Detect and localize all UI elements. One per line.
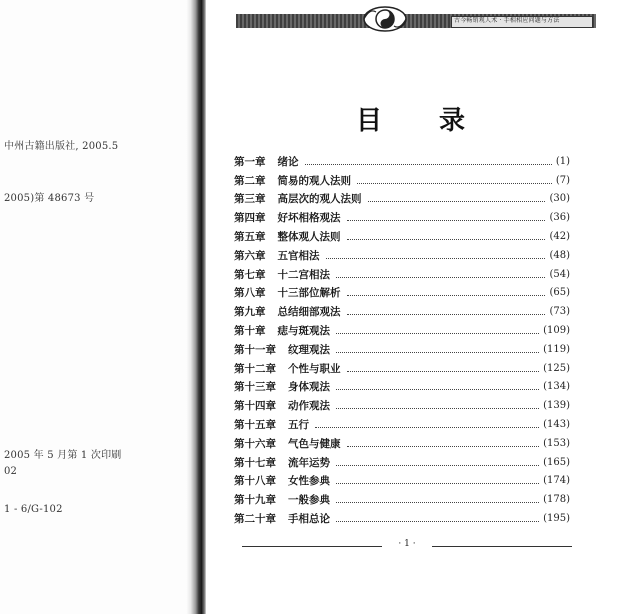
toc-chapter-number: 第五章	[234, 231, 266, 244]
toc-chapter-number: 第十八章	[234, 475, 276, 488]
toc-page	[206, 0, 617, 614]
toc-page-number: (48)	[549, 249, 570, 261]
toc-chapter-title: 十三部位解析	[277, 287, 341, 300]
toc-entry[interactable]	[234, 509, 570, 528]
toc-chapter-number: 第十九章	[234, 494, 276, 507]
print-date-line: 2005 年 5 月第 1 次印刷	[4, 450, 122, 461]
toc-entry[interactable]	[234, 171, 570, 190]
toc-page-number: (109)	[543, 325, 570, 337]
toc-leader-dots	[305, 164, 552, 165]
toc-chapter-number: 第十一章	[234, 343, 276, 356]
toc-entry[interactable]	[234, 246, 570, 265]
toc-entry[interactable]	[234, 265, 570, 284]
toc-page-number: (174)	[543, 475, 570, 487]
toc-leader-dots	[347, 314, 546, 315]
toc-entry[interactable]	[234, 190, 570, 209]
toc-leader-dots	[336, 352, 539, 353]
toc-chapter-number: 第九章	[234, 306, 266, 319]
toc-chapter-number: 第十二章	[234, 362, 276, 375]
page-footer	[242, 541, 572, 553]
toc-page-number: (178)	[543, 494, 570, 506]
footer-rule-right	[432, 546, 572, 547]
toc-chapter-number: 第十五章	[234, 419, 276, 432]
toc-chapter-title: 高层次的观人法则	[277, 193, 362, 206]
toc-chapter-title: 十二宫相法	[277, 268, 330, 281]
toc-page-number: (165)	[543, 456, 570, 468]
toc-page-number: (153)	[543, 437, 570, 449]
ornament-emblem-icon	[362, 4, 408, 34]
toc-leader-dots	[336, 502, 539, 503]
toc-chapter-title: 手相总论	[288, 513, 330, 526]
toc-leader-dots	[368, 201, 546, 202]
footer-rule-left	[242, 546, 382, 547]
toc-entry[interactable]	[234, 227, 570, 246]
toc-leader-dots	[336, 277, 545, 278]
toc-entry[interactable]	[234, 321, 570, 340]
toc-leader-dots	[347, 446, 540, 447]
toc-leader-dots	[336, 465, 539, 466]
toc-chapter-title: 整体观人法则	[277, 231, 341, 244]
toc-chapter-number: 第六章	[234, 249, 266, 262]
toc-page-number: (54)	[549, 268, 570, 280]
toc-chapter-title: 好坏相格观法	[277, 212, 341, 225]
header-text: 古今畅销观人术 · 手相相应问题与方法	[454, 17, 560, 24]
toc-leader-dots	[336, 408, 539, 409]
toc-chapter-title: 流年运势	[288, 456, 330, 469]
toc-chapter-title: 纹理观法	[288, 343, 330, 356]
toc-chapter-number: 第十七章	[234, 456, 276, 469]
toc-chapter-title: 五官相法	[277, 249, 320, 262]
toc-chapter-title: 总结细部观法	[277, 306, 341, 319]
toc-leader-dots	[336, 521, 539, 522]
toc-chapter-number: 第四章	[234, 212, 266, 225]
toc-page-number: (134)	[543, 381, 570, 393]
toc-entry[interactable]	[234, 434, 570, 453]
toc-chapter-number: 第十六章	[234, 437, 276, 450]
book-gutter	[186, 0, 202, 614]
toc-leader-dots	[347, 239, 546, 240]
left-page-fragment	[0, 0, 186, 614]
toc-page-number: (65)	[549, 287, 570, 299]
toc-page-number: (139)	[543, 400, 570, 412]
toc-leader-dots	[336, 483, 539, 484]
toc-leader-dots	[336, 333, 539, 334]
toc-chapter-title: 身体观法	[288, 381, 330, 394]
toc-entry[interactable]	[234, 302, 570, 321]
toc-entry[interactable]	[234, 490, 570, 509]
toc-chapter-number: 第八章	[234, 287, 266, 300]
toc-entry[interactable]	[234, 378, 570, 397]
toc-entry[interactable]	[234, 284, 570, 303]
toc-leader-dots	[336, 389, 539, 390]
toc-leader-dots	[347, 295, 546, 296]
toc-chapter-title: 五行	[288, 419, 309, 432]
toc-entry[interactable]	[234, 208, 570, 227]
toc-page-number: (36)	[549, 212, 570, 224]
toc-chapter-number: 第十四章	[234, 400, 276, 413]
toc-chapter-number: 第三章	[234, 193, 266, 206]
toc-chapter-title: 一般参典	[288, 494, 330, 507]
toc-page-number: (143)	[543, 419, 570, 431]
toc-page-number: (42)	[549, 231, 570, 243]
toc-page-number: (1)	[555, 155, 570, 167]
toc-chapter-number: 第七章	[234, 268, 266, 281]
toc-page-number: (73)	[549, 306, 570, 318]
toc-entry[interactable]	[234, 152, 570, 171]
toc-chapter-title: 绪论	[277, 155, 299, 168]
toc-chapter-number: 第二章	[234, 174, 266, 187]
toc-chapter-number: 第二十章	[234, 513, 276, 526]
isbn-line: 1 - 6/G-102	[4, 504, 63, 515]
toc-title: 目 录	[356, 106, 490, 136]
toc-chapter-title: 动作观法	[288, 400, 330, 413]
toc-page-number: (30)	[549, 193, 570, 205]
toc-page-number: (119)	[543, 343, 570, 355]
toc-chapter-title: 痣与斑观法	[277, 325, 330, 338]
toc-chapter-number: 第十三章	[234, 381, 276, 394]
print-size-line: 02	[4, 466, 18, 477]
toc-chapter-number: 第十章	[234, 325, 266, 338]
toc-leader-dots	[347, 371, 540, 372]
toc-chapter-title: 简易的观人法则	[277, 174, 351, 187]
toc-entry[interactable]	[234, 453, 570, 472]
toc-list	[234, 152, 570, 528]
cip-number-line: 2005)第 48673 号	[4, 193, 95, 204]
toc-entry[interactable]	[234, 340, 570, 359]
toc-entry[interactable]	[234, 415, 570, 434]
toc-chapter-number: 第一章	[234, 155, 266, 168]
toc-chapter-title: 气色与健康	[288, 437, 341, 450]
header-band	[236, 14, 596, 28]
toc-entry[interactable]	[234, 472, 570, 491]
toc-chapter-title: 女性参典	[288, 475, 330, 488]
toc-leader-dots	[326, 258, 546, 259]
toc-entry[interactable]	[234, 359, 570, 378]
toc-leader-dots	[347, 220, 546, 221]
page-number: · 1 ·	[398, 539, 416, 549]
toc-chapter-title: 个性与职业	[288, 362, 341, 375]
toc-entry[interactable]	[234, 396, 570, 415]
toc-page-number: (7)	[555, 174, 570, 186]
toc-leader-dots	[315, 427, 539, 428]
toc-page-number: (195)	[543, 513, 570, 525]
publisher-line: 中州古籍出版社, 2005.5	[4, 141, 119, 152]
toc-page-number: (125)	[543, 362, 570, 374]
toc-leader-dots	[357, 183, 552, 184]
